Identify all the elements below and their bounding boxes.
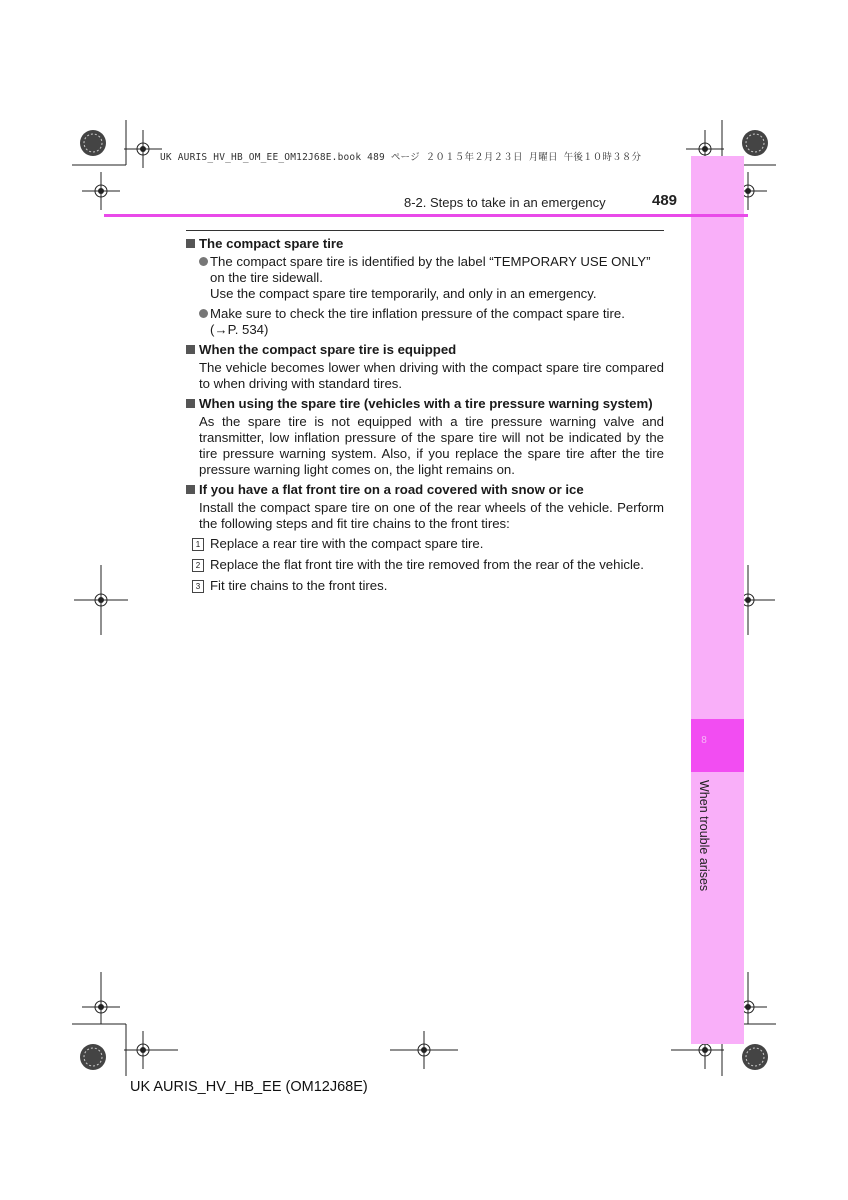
chapter-sidebar [691, 156, 744, 1044]
content-rule [186, 230, 664, 231]
crosshair-icon [82, 972, 120, 1024]
crosshair-icon [82, 172, 120, 210]
crosshair-icon [124, 130, 162, 168]
page-reference: (→P. 534) [210, 322, 269, 337]
target-wheel-icon [80, 1044, 106, 1070]
chapter-title: When trouble arises [697, 780, 711, 892]
section-heading: The compact spare tire [186, 236, 664, 252]
arrow-icon: → [214, 322, 228, 337]
page-number: 489 [652, 192, 678, 209]
section-heading: If you have a flat front tire on a road covered with snow or ice [186, 482, 664, 498]
header-rule [104, 214, 748, 217]
list-item [199, 306, 664, 338]
section-title: 8-2. Steps to take in an emergency [404, 195, 606, 210]
circle-bullet-icon [199, 309, 208, 318]
step-item: 1 Replace a rear tire with the compact spare tire. [192, 536, 664, 552]
section-heading: When using the spare tire (vehicles with a tire pressure warning system) [186, 396, 664, 412]
chapter-number: 8 [701, 735, 707, 746]
crosshair-icon [74, 565, 128, 635]
crosshair-icon [390, 1031, 458, 1069]
crosshair-icon [124, 1031, 178, 1069]
footer-model-code: UK AURIS_HV_HB_EE (OM12J68E) [130, 1079, 368, 1095]
step-item: 2 Replace the flat front tire with the tire removed from the rear of the vehicle. [192, 557, 664, 573]
paragraph: Install the compact spare tire on one of the rear wheels of the vehicle. Perform the following steps and fit tire chains to the front tires: [199, 500, 664, 531]
page-content [186, 236, 664, 599]
step-number: 2 [192, 559, 204, 572]
step-number: 1 [192, 538, 204, 551]
circle-bullet-icon [199, 257, 208, 266]
square-bullet-icon [186, 485, 195, 494]
section-heading: When the compact spare tire is equipped [186, 342, 664, 358]
square-bullet-icon [186, 399, 195, 408]
target-wheel-icon [742, 1044, 768, 1070]
step-item: 3 Fit tire chains to the front tires. [192, 578, 664, 594]
square-bullet-icon [186, 345, 195, 354]
print-info-header: UK AURIS_HV_HB_OM_EE_OM12J68E.book 489 ページ ２０１５年２月２３日 月曜日 午後１０時３８分 [160, 152, 642, 163]
paragraph: Use the compact spare tire temporarily, and only in an emergency. [210, 286, 597, 301]
paragraph: As the spare tire is not equipped with a tire pressure warning valve and transmitter, low inflation pressure of the spare tire will not be indicated by the tire pressure warning system. Also, if you replace the spare tire after the tire pressure warning light comes on, the light remains on. [199, 414, 664, 477]
paragraph: The compact spare tire is identified by the label “TEMPORARY USE ONLY” on the tire sidewall. [210, 254, 651, 285]
square-bullet-icon [186, 239, 195, 248]
step-number: 3 [192, 580, 204, 593]
paragraph: The vehicle becomes lower when driving with the compact spare tire compared to when driving with standard tires. [199, 360, 664, 391]
list-item [199, 254, 664, 302]
paragraph: Make sure to check the tire inflation pressure of the compact spare tire. [210, 306, 625, 321]
target-wheel-icon [742, 130, 768, 156]
target-wheel-icon [80, 130, 106, 156]
